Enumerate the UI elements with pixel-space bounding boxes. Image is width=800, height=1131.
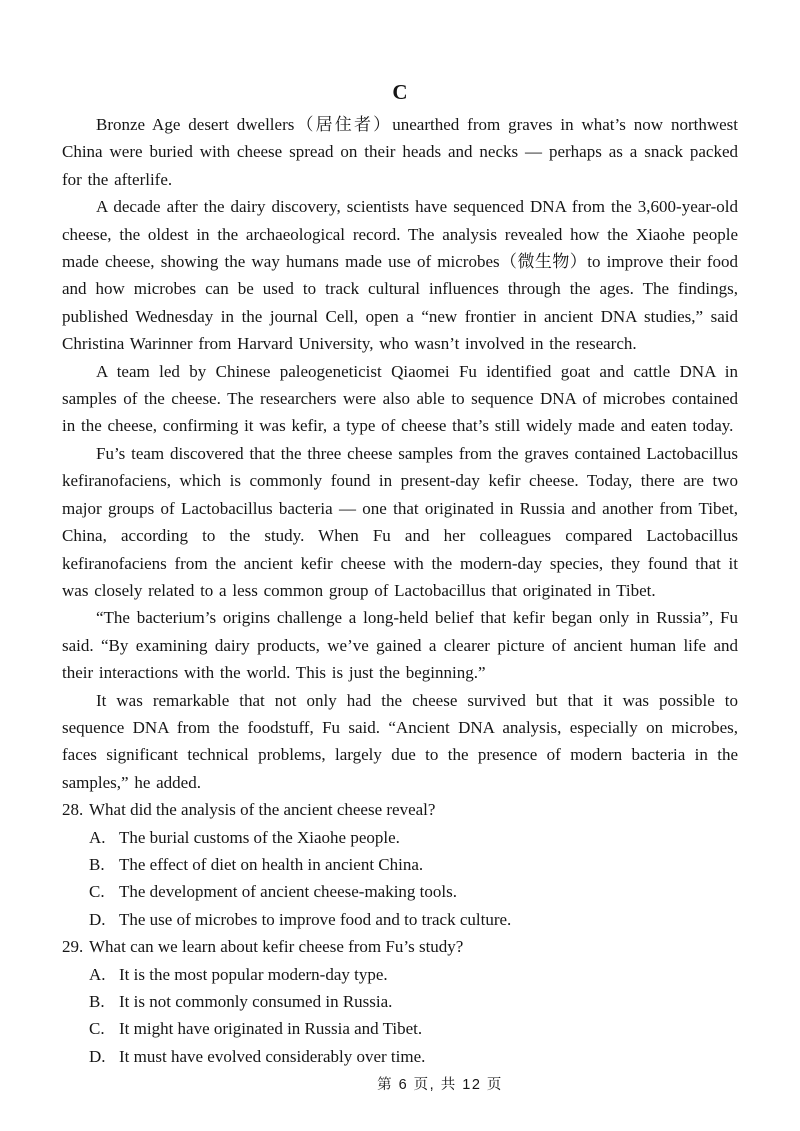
passage-paragraph: It was remarkable that not only had the cheese survived but that it was possible to sequence DNA from the foodstuff, Fu said. “Ancient DNA analysis, especially on microbes, faces significant technical problems, largely due to the presence of modern bacteria in the samples,” he added. (62, 690, 738, 792)
question-number: 29. (62, 937, 84, 957)
option-text: The development of ancient cheese-making tools. (119, 882, 457, 902)
option-label: B. (89, 854, 105, 874)
passage-paragraph: Fu’s team discovered that the three cheese samples from the graves contained Lactobacillus kefiranofaciens, which is commonly found in present-day kefir cheese. Today, there are two major groups of Lactobacillus bacteria — one that originated in Russia and another from Tibet, China, according to the study. When Fu and her colleagues compared Lactobacillus kefiranofaciens from the ancient kefir cheese with the modern-day species, they found that it was closely related to a less common group of Lactobacillus that originated in Tibet. (62, 443, 738, 600)
passage-paragraph: A team led by Chinese paleogeneticist Qiaomei Fu identified goat and cattle DNA in samples of the cheese. The researchers were also able to sequence DNA of microbes contained in the cheese, confirming it was kefir, a type of cheese that’s still widely made and eaten today. (62, 361, 738, 436)
page-footer: 第 6 页, 共 12 页 (377, 1076, 503, 1093)
option-label: C. (89, 1019, 105, 1039)
question-28 (62, 796, 738, 933)
option-text: The effect of diet on health in ancient China. (119, 854, 424, 874)
section-title: C (392, 80, 408, 104)
question-28-option-c (89, 878, 738, 905)
question-29-stem (62, 933, 738, 960)
option-label: D. (89, 909, 106, 929)
option-label: C. (89, 882, 105, 902)
option-label: D. (89, 1046, 106, 1066)
passage-paragraph: A decade after the dairy discovery, scientists have sequenced DNA from the 3,600-year-old cheese, the oldest in the archaeological record. The analysis revealed how the Xiaohe people made cheese, showing the way humans made use of microbes（微生物）to improve their food and how microbes can be used to track cultural influences through the ages. The findings, published Wednesday in the journal Cell, open a “new frontier in ancient DNA studies,” said Christina Warinner from Harvard University, who wasn’t involved in the research. (62, 197, 738, 354)
option-label: A. (89, 964, 106, 984)
passage-paragraph: “The bacterium’s origins challenge a long-held belief that kefir began only in Russia”, Fu said. “By examining dairy products, we’ve gained a clearer picture of ancient human life and their interactions with the world. This is just the beginning.” (62, 608, 738, 683)
option-label: A. (89, 827, 106, 847)
question-29-option-b (89, 988, 738, 1015)
option-label: B. (89, 992, 105, 1011)
option-text: It must have evolved considerably over time. (119, 1046, 426, 1066)
question-28-stem (62, 796, 738, 823)
question-29 (62, 933, 738, 1070)
option-text: It is the most popular modern-day type. (119, 964, 388, 984)
question-29-option-d (89, 1043, 738, 1070)
option-text: It is not commonly consumed in Russia. (119, 992, 393, 1011)
question-number: 28. (62, 800, 84, 820)
question-text: What did the analysis of the ancient cheese reveal? (89, 800, 436, 820)
option-text: The use of microbes to improve food and to track culture. (119, 909, 512, 929)
question-29-option-c (89, 1015, 738, 1042)
option-text: The burial customs of the Xiaohe people. (119, 827, 400, 847)
question-29-option-a (89, 961, 738, 988)
question-28-option-a (89, 824, 738, 851)
passage-paragraph: Bronze Age desert dwellers（居住者）unearthed from graves in what’s now northwest China were buried with cheese spread on their heads and necks — perhaps as a snack packed for the afterlife. (62, 115, 738, 189)
question-28-option-d (89, 906, 738, 933)
option-text: It might have originated in Russia and Tibet. (119, 1019, 423, 1039)
question-text: What can we learn about kefir cheese from Fu’s study? (89, 937, 464, 957)
question-28-option-b (89, 851, 738, 878)
